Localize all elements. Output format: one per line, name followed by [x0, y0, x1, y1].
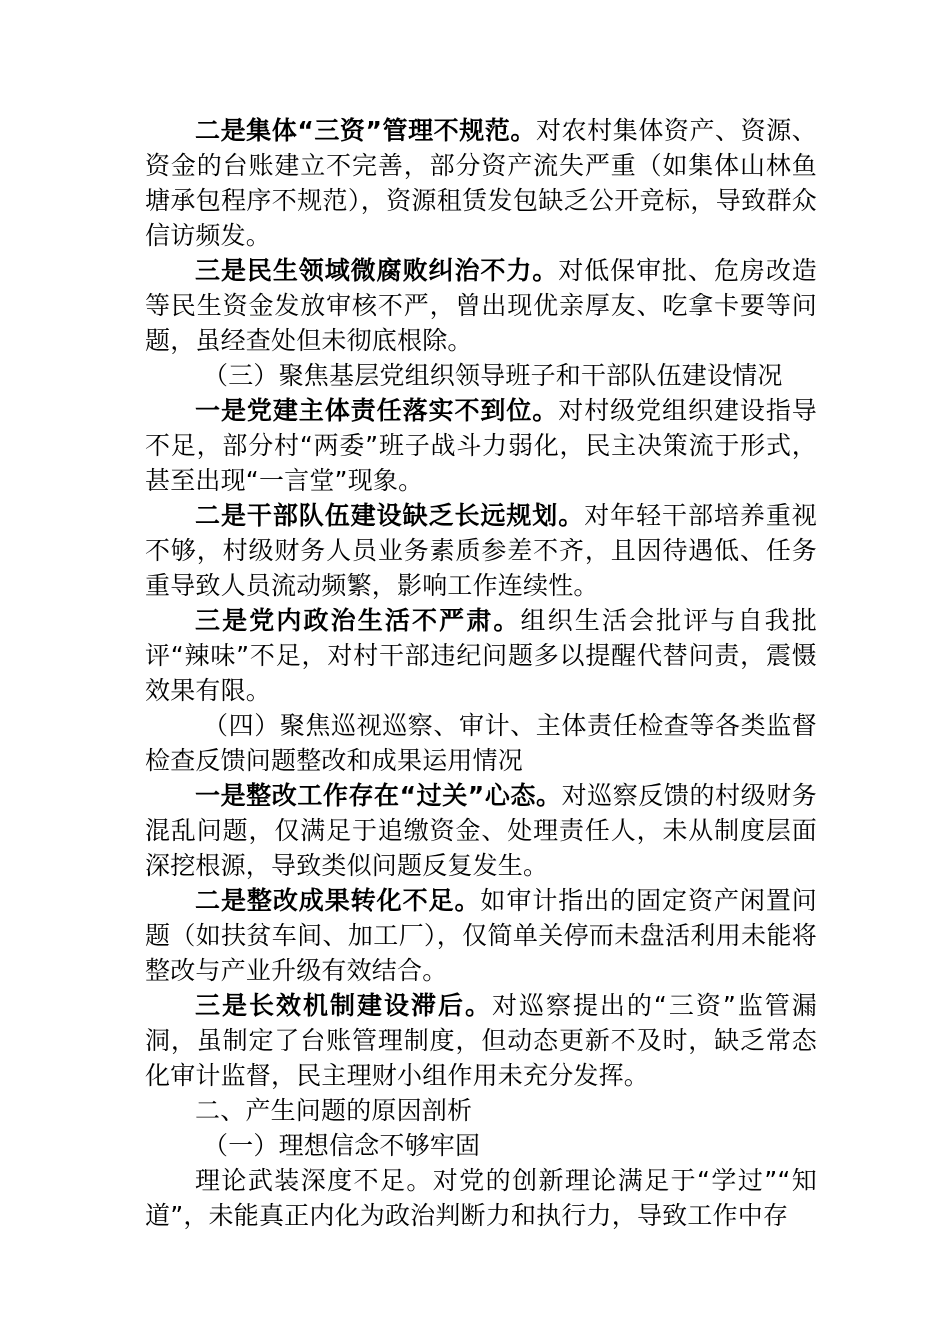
paragraph-lead: 一是党建主体责任落实不到位。: [195, 396, 559, 425]
paragraph-lead: 三是长效机制建设滞后。: [195, 991, 492, 1020]
heading-text: 二、产生问题的原因剖析: [195, 1096, 473, 1125]
paragraph-party-building-responsibility: [145, 393, 817, 498]
document-body: [145, 113, 817, 1233]
paragraph-lead: 三是党内政治生活不严肃。: [195, 606, 521, 635]
heading-text: （四）聚焦巡视巡察、审计、主体责任检查等各类监督检查反馈问题整改和成果运用情况: [145, 711, 817, 775]
paragraph-body: 组织生活会批评与自我批评“辣味”不足，对村干部违纪问题多以提醒代替问责，震慑效果有限。: [145, 606, 818, 705]
paragraph-rectification-results: [145, 883, 817, 988]
paragraph-lead: 二是集体“三资”管理不规范。: [195, 116, 536, 145]
paragraph-theory-depth: [145, 1163, 817, 1233]
paragraph-long-term-mechanism: [145, 988, 817, 1093]
paragraph-body: 对巡察提出的“三资”监管漏洞，虽制定了台账管理制度，但动态更新不及时，缺乏常态化审计监督，民主理财小组作用未充分发挥。: [145, 991, 817, 1090]
paragraph-lead: 二是整改成果转化不足。: [195, 886, 481, 915]
paragraph-political-life: [145, 603, 817, 708]
paragraph-lead: 二是干部队伍建设缺乏长远规划。: [195, 501, 585, 530]
paragraph-body: 对巡察反馈的村级财务混乱问题，仅满足于追缴资金、处理责任人，未从制度层面深挖根源，导致类似问题反复发生。: [145, 781, 817, 880]
paragraph-body: 理论武装深度不足。对党的创新理论满足于“学过”“知道”，未能真正内化为政治判断力和执行力，导致工作中存: [145, 1166, 817, 1230]
subsection-heading-4: [145, 708, 817, 778]
paragraph-lead: 一是整改工作存在“过关”心态。: [195, 781, 562, 810]
subsection-heading-ideals: [145, 1128, 817, 1163]
paragraph-body: 对年轻干部培养重视不够，村级财务人员业务素质参差不齐，且因待遇低、任务重导致人员流动频繁，影响工作连续性。: [145, 501, 817, 600]
heading-text: （一）理想信念不够牢固: [203, 1131, 481, 1160]
paragraph-body: 如审计指出的固定资产闲置问题（如扶贫车间、加工厂），仅简单关停而未盘活利用未能将整改与产业升级有效结合。: [145, 886, 817, 985]
heading-text: （三）聚焦基层党组织领导班子和干部队伍建设情况: [203, 361, 783, 390]
paragraph-livelihood-corruption: [145, 253, 817, 358]
paragraph-rectification-mindset: [145, 778, 817, 883]
paragraph-lead: 三是民生领域微腐败纠治不力。: [195, 256, 559, 285]
paragraph-cadre-planning: [145, 498, 817, 603]
paragraph-body: 对农村集体资产、资源、资金的台账建立不完善，部分资产流失严重（如集体山林鱼塘承包程序不规范），资源租赁发包缺乏公开竞标，导致群众信访频发。: [145, 116, 818, 250]
subsection-heading-3: [145, 358, 817, 393]
paragraph-three-assets-management: [145, 113, 817, 253]
section-heading-2: [145, 1093, 817, 1128]
paragraph-body: 对村级党组织建设指导不足，部分村“两委”班子战斗力弱化，民主决策流于形式，甚至出现“一言堂”现象。: [145, 396, 817, 495]
paragraph-body: 对低保审批、危房改造等民生资金发放审核不严，曾出现优亲厚友、吃拿卡要等问题，虽经查处但未彻底根除。: [145, 256, 817, 355]
